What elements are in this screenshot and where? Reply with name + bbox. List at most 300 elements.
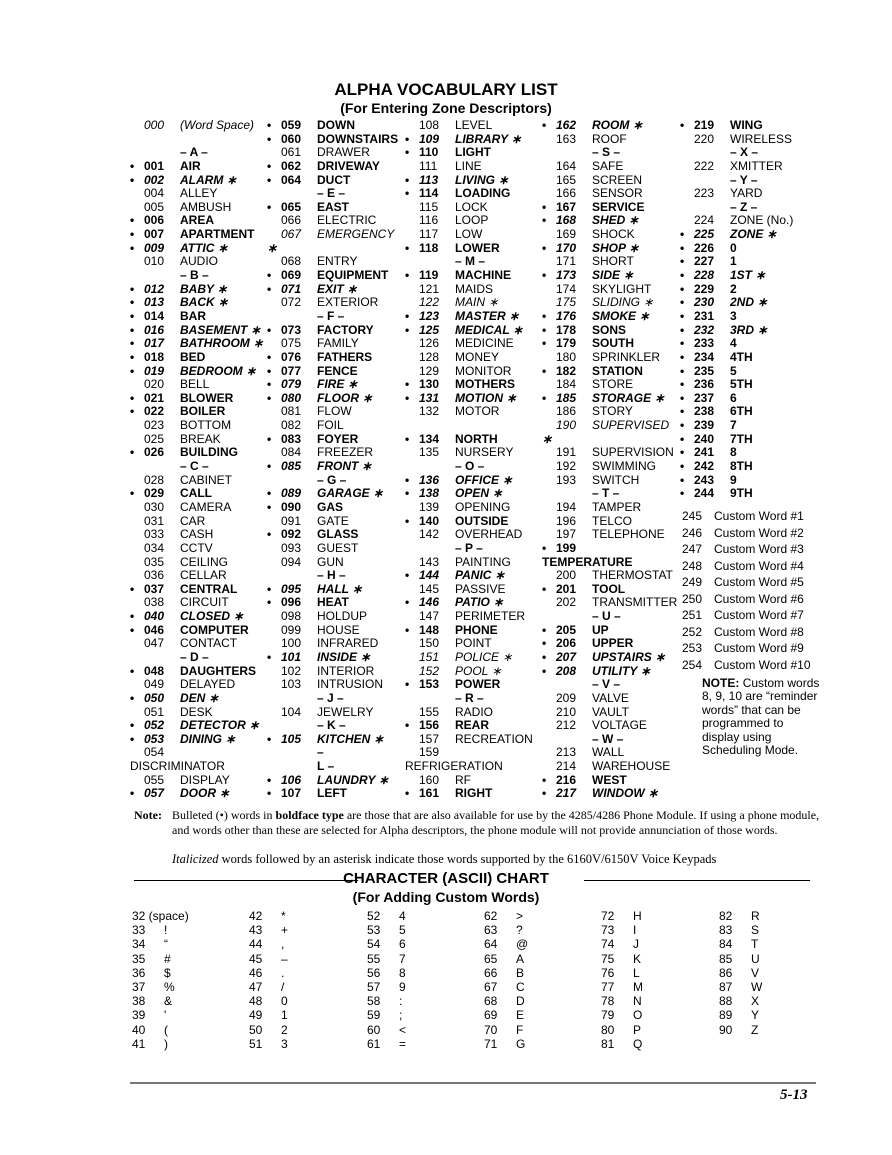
vocab-code: 131 <box>419 390 440 405</box>
vocab-word: FLOW <box>317 404 352 419</box>
vocab-code: 205 <box>556 622 577 637</box>
vocab-word: SLIDING ∗ <box>592 295 654 310</box>
vocab-code: 051 <box>144 704 165 719</box>
ascii-char: 2 <box>281 1022 288 1037</box>
bullet: • <box>542 772 547 787</box>
vocab-code: 019 <box>144 363 165 378</box>
bullet: • <box>267 390 272 405</box>
bullet: • <box>130 322 135 337</box>
bullet: • <box>267 731 272 746</box>
vocab-word: GUEST <box>317 540 359 555</box>
bullet: • <box>267 172 272 187</box>
vocab-word: DOWNSTAIRS <box>317 131 399 146</box>
vocab-word: BAR <box>180 308 206 323</box>
vocab-code: 048 <box>144 663 165 678</box>
bullet: • <box>405 513 410 528</box>
vocab-code: 167 <box>556 199 577 214</box>
ascii-code: 74 <box>601 937 615 952</box>
vocab-code: 059 <box>281 118 302 132</box>
ascii-char: / <box>281 979 285 994</box>
vocab-word: 1 <box>730 254 737 269</box>
vocab-word: FACTORY <box>317 322 374 337</box>
letter-header: – V – <box>592 677 621 692</box>
vocab-word: SONS <box>592 322 627 337</box>
vocab-word-wrap: DISCRIMINATOR <box>130 759 225 774</box>
custom-word-code: 246 <box>682 525 703 540</box>
note-text: Bulleted (•) words in boldface type are those that are also available for use by the 4285/4286 Phone Module. If using a phone module, and words other than these are selected for Alpha descriptors, the phone module will not provide annunciation of those words. <box>172 808 820 837</box>
vocab-word: 4 <box>730 336 737 351</box>
bullet: • <box>680 281 685 296</box>
vocab-code: 159 <box>419 745 440 760</box>
ascii-code: 57 <box>367 979 381 994</box>
vocab-word: CCTV <box>180 540 213 555</box>
vocab-code: 190 <box>556 418 577 433</box>
vocab-code: 130 <box>419 377 440 392</box>
vocab-code: 228 <box>694 268 715 283</box>
vocab-code: 092 <box>281 527 302 542</box>
bullet: • <box>680 445 685 460</box>
bullet: • <box>130 609 135 624</box>
vocab-code: 085 <box>281 459 302 474</box>
ascii-code: 49 <box>249 1008 263 1023</box>
custom-word-code: 252 <box>682 624 703 639</box>
ascii-code: 54 <box>367 937 381 952</box>
vocab-code: 165 <box>556 172 577 187</box>
vocab-code: 239 <box>694 418 715 433</box>
ascii-char: 0 <box>281 994 288 1009</box>
vocab-code: 182 <box>556 363 577 378</box>
ascii-char: W <box>751 979 763 994</box>
ascii-code: 82 <box>719 909 733 923</box>
ascii-char: R <box>751 909 760 923</box>
bullet: • <box>267 459 272 474</box>
vocab-word: 1ST ∗ <box>730 268 766 283</box>
vocab-code: 080 <box>281 390 302 405</box>
letter-header: – K – <box>317 718 346 733</box>
ascii-char: , <box>281 937 285 952</box>
bullet: • <box>405 786 410 801</box>
vocab-code: 089 <box>281 486 302 501</box>
ascii-code: 83 <box>719 923 733 938</box>
vocab-word: INFRARED <box>317 636 379 651</box>
ascii-code: 67 <box>484 979 498 994</box>
ascii-code: 66 <box>484 965 498 980</box>
bullet: • <box>267 772 272 787</box>
vocab-code: 232 <box>694 322 715 337</box>
custom-word-label: Custom Word #5 <box>714 575 804 589</box>
vocab-word: SAFE <box>592 158 624 173</box>
vocab-word: HOUSE <box>317 622 360 637</box>
bullet: • <box>267 118 272 132</box>
vocab-code: 104 <box>281 704 302 719</box>
vocab-code: 082 <box>281 418 302 433</box>
vocab-code: 018 <box>144 349 165 364</box>
vocab-code: 023 <box>144 418 165 433</box>
vocab-word: AUDIO <box>180 254 219 269</box>
bullet: • <box>405 568 410 583</box>
bullet: • <box>542 322 547 337</box>
letter-header: – D – <box>180 649 209 664</box>
vocab-word: DUCT <box>317 172 351 187</box>
bullet: • <box>405 595 410 610</box>
bullet: • <box>680 390 685 405</box>
vocab-code: 194 <box>556 499 577 514</box>
bullet: • <box>680 486 685 501</box>
ascii-char: “ <box>164 937 168 952</box>
vocab-word: 7TH <box>730 431 753 446</box>
vocab-word: SHOP ∗ <box>592 240 639 255</box>
ascii-code: 77 <box>601 979 615 994</box>
vocab-word: LOWER <box>455 240 500 255</box>
bullet: • <box>130 445 135 460</box>
bullet: • <box>405 677 410 692</box>
vocab-code: 140 <box>419 513 440 528</box>
bullet: • <box>267 649 272 664</box>
vocab-word: PANIC ∗ <box>455 568 505 583</box>
ascii-char: F <box>516 1022 524 1037</box>
letter-header: – U – <box>592 609 621 624</box>
note-label: Note: <box>134 808 162 822</box>
vocab-word: HEAT <box>317 595 349 610</box>
vocab-code: 101 <box>281 649 302 664</box>
bullet: • <box>542 636 547 651</box>
ascii-char: B <box>516 965 525 980</box>
vocab-word: LAUNDRY ∗ <box>317 772 389 787</box>
vocab-code: 186 <box>556 404 577 419</box>
ascii-chart-title: CHARACTER (ASCII) CHART <box>343 870 549 887</box>
vocab-word: MEDICAL ∗ <box>455 322 523 337</box>
ascii-char: & <box>164 994 173 1009</box>
vocab-code: 094 <box>281 554 302 569</box>
vocab-word: VAULT <box>592 704 629 719</box>
bullet: • <box>542 390 547 405</box>
vocab-code: 222 <box>694 158 715 173</box>
vocab-code: 155 <box>419 704 440 719</box>
vocab-word: INTERIOR <box>317 663 375 678</box>
vocab-word: LOADING <box>455 186 511 201</box>
vocab-code: 079 <box>281 377 302 392</box>
vocab-code: 242 <box>694 459 715 474</box>
ascii-char: D <box>516 994 525 1009</box>
letter-header: – R – <box>455 690 484 705</box>
vocab-code: 197 <box>556 527 577 542</box>
vocab-word: GAS <box>317 499 344 514</box>
ascii-code: 68 <box>484 994 498 1009</box>
vocab-word: SUPERVISION <box>592 445 674 460</box>
bullet: • <box>130 295 135 310</box>
vocab-word: BATHROOM ∗ <box>180 336 264 351</box>
vocab-word: GARAGE ∗ <box>317 486 384 501</box>
vocab-code: 234 <box>694 349 715 364</box>
vocab-word: PASSIVE <box>455 581 506 596</box>
vocab-code: 162 <box>556 118 577 132</box>
vocab-code: 001 <box>144 158 165 173</box>
vocab-word: SHED ∗ <box>592 213 639 228</box>
bullet: • <box>130 336 135 351</box>
bullet: • <box>542 622 547 637</box>
vocab-word: 3 <box>730 308 737 323</box>
vocab-word: EXIT ∗ <box>317 281 358 296</box>
vocab-code: 170 <box>556 240 577 255</box>
letter-header: – Y – <box>730 172 758 187</box>
vocab-code: 115 <box>419 199 439 214</box>
vocab-code: 096 <box>281 595 302 610</box>
vocab-word: 9 <box>730 472 737 487</box>
ascii-char: T <box>751 937 759 952</box>
ascii-code: 76 <box>601 965 615 980</box>
bullet: • <box>680 240 685 255</box>
bullet: • <box>405 186 410 201</box>
vocab-code: 145 <box>419 581 440 596</box>
vocab-code: 006 <box>144 213 165 228</box>
vocab-code: 128 <box>419 349 440 364</box>
letter-header: – E – <box>317 186 346 201</box>
bullet: • <box>130 581 135 596</box>
vocab-word: 7 <box>730 418 737 433</box>
vocab-word: BOTTOM <box>180 418 232 433</box>
vocab-code: 017 <box>144 336 165 351</box>
bullet: • <box>405 268 410 283</box>
vocab-code: 191 <box>556 445 577 460</box>
bullet: • <box>267 377 272 392</box>
vocab-word-wrap: REFRIGERATION <box>405 759 503 774</box>
vocab-code: 047 <box>144 636 165 651</box>
vocab-word: SCREEN <box>592 172 643 187</box>
vocab-word: ZONE (No.) <box>730 213 794 228</box>
ascii-char: C <box>516 979 525 994</box>
vocab-word: BOILER <box>180 404 226 419</box>
ascii-code: 58 <box>367 994 381 1009</box>
vocab-code: 139 <box>419 499 440 514</box>
vocab-word: POINT <box>455 636 492 651</box>
ascii-code: 78 <box>601 994 615 1009</box>
vocab-code: 179 <box>556 336 577 351</box>
bullet: • <box>542 308 547 323</box>
bullet: • <box>680 377 685 392</box>
vocab-word: TRANSMITTER <box>592 595 678 610</box>
ascii-char: : <box>399 994 403 1009</box>
vocab-word: LOOP <box>455 213 489 228</box>
bullet: • <box>130 390 135 405</box>
ascii-char: = <box>399 1036 407 1051</box>
vocab-code: 121 <box>419 281 440 296</box>
ascii-chart-subtitle: (For Adding Custom Words) <box>352 889 540 905</box>
bullet: • <box>267 527 272 542</box>
vocab-code: 132 <box>419 404 440 419</box>
vocab-code: 174 <box>556 281 577 296</box>
bullet: • <box>405 486 410 501</box>
bullet: • <box>130 718 135 733</box>
bullet: • <box>542 336 547 351</box>
vocab-code: 053 <box>144 731 165 746</box>
vocab-code: 064 <box>281 172 302 187</box>
ascii-code: 80 <box>601 1022 615 1037</box>
vocab-word: AIR <box>180 158 201 173</box>
vocab-code: 146 <box>419 595 440 610</box>
vocab-code: 185 <box>556 390 577 405</box>
ascii-code: 41 <box>132 1036 146 1051</box>
vocab-code: 116 <box>419 213 439 228</box>
vocab-code: 012 <box>144 281 165 296</box>
vocab-word: SHOCK <box>592 227 635 242</box>
vocab-code: 237 <box>694 390 715 405</box>
bullet: • <box>680 418 685 433</box>
bullet: • <box>542 649 547 664</box>
vocab-code: 161 <box>419 786 440 801</box>
bullet: • <box>542 581 547 596</box>
vocab-word: MAIN ∗ <box>455 295 499 310</box>
vocab-word: FRONT ∗ <box>317 459 372 474</box>
custom-word-label: Custom Word #10 <box>714 657 811 672</box>
bullet: • <box>267 581 272 596</box>
vocab-word: INTRUSION <box>317 677 383 692</box>
vocab-word: LEFT <box>317 786 347 801</box>
vocab-code: 067 <box>281 227 302 242</box>
bullet: • <box>680 268 685 283</box>
vocab-word: NURSERY <box>455 445 514 460</box>
vocab-word: (Word Space) <box>180 118 255 132</box>
bullet: • <box>267 199 272 214</box>
vocab-word: BREAK <box>180 431 221 446</box>
ascii-code: 37 <box>132 979 146 994</box>
ascii-code: 39 <box>132 1008 146 1023</box>
vocab-code: 176 <box>556 308 577 323</box>
vocab-word: CLOSED ∗ <box>180 609 244 624</box>
vocab-word: LIBRARY ∗ <box>455 131 522 146</box>
vocab-word: 0 <box>730 240 737 255</box>
vocab-word: DRIVEWAY <box>317 158 380 173</box>
ascii-code: 36 <box>132 965 146 980</box>
vocab-code: 200 <box>556 568 577 583</box>
vocab-code: 212 <box>556 718 577 733</box>
vocab-word: MASTER ∗ <box>455 308 520 323</box>
bullet: • <box>405 431 410 446</box>
letter-header: – O – <box>455 459 485 474</box>
vocab-word: PERIMETER <box>455 609 526 624</box>
ascii-char: > <box>516 909 524 923</box>
vocab-word: UP <box>592 622 609 637</box>
vocab-code: 151 <box>419 649 440 664</box>
vocab-code: 022 <box>144 404 165 419</box>
vocab-code: 072 <box>281 295 302 310</box>
bullet: • <box>267 499 272 514</box>
vocab-code: 166 <box>556 186 577 201</box>
bullet: • <box>542 118 547 132</box>
vocab-code: 025 <box>144 431 165 446</box>
ascii-code: 48 <box>249 994 263 1009</box>
vocab-code: 029 <box>144 486 165 501</box>
vocab-code: 098 <box>281 609 302 624</box>
letter-header: – T – <box>592 486 620 501</box>
bullet: • <box>130 308 135 323</box>
vocab-code: 129 <box>419 363 440 378</box>
vocab-word: FOYER <box>317 431 359 446</box>
custom-word-code: 245 <box>682 509 703 523</box>
vocab-code: 030 <box>144 499 165 514</box>
ascii-char: ? <box>516 923 523 938</box>
bullet: • <box>542 199 547 214</box>
bullet: • <box>405 240 410 255</box>
vocab-code: 007 <box>144 227 165 242</box>
ascii-code: 87 <box>719 979 733 994</box>
vocab-word: VALVE <box>592 690 629 705</box>
vocab-word: SKYLIGHT <box>592 281 652 296</box>
vocab-code: 143 <box>419 554 440 569</box>
vocab-code: 208 <box>556 663 577 678</box>
vocab-code: 034 <box>144 540 165 555</box>
vocab-word: BABY ∗ <box>180 281 228 296</box>
footnote <box>134 808 834 837</box>
vocab-code: 136 <box>419 472 440 487</box>
vocab-code: 073 <box>281 322 302 337</box>
vocab-code: 113 <box>419 172 439 187</box>
ascii-char: 3 <box>281 1036 288 1051</box>
vocab-word: CONTACT <box>180 636 238 651</box>
vocab-code: 213 <box>556 745 577 760</box>
vocab-word: CIRCUIT <box>180 595 229 610</box>
vocab-word: SOUTH <box>592 336 634 351</box>
ascii-char: ; <box>399 1008 403 1023</box>
ascii-code: 64 <box>484 937 498 952</box>
vocab-code: 083 <box>281 431 302 446</box>
vocab-word: SERVICE <box>592 199 645 214</box>
ascii-char: N <box>633 994 642 1009</box>
letter-header: L – <box>317 759 335 774</box>
vocab-code: 138 <box>419 486 440 501</box>
vocab-code: 147 <box>419 609 440 624</box>
ascii-char: # <box>164 951 171 966</box>
vocab-code: 184 <box>556 377 577 392</box>
bullet: • <box>680 295 685 310</box>
vocab-code: 077 <box>281 363 302 378</box>
custom-word-code: 251 <box>682 608 703 622</box>
bullet: • <box>405 172 410 187</box>
vocab-word: BELL <box>180 377 210 392</box>
ascii-char: G <box>516 1036 526 1051</box>
vocab-word: 4TH <box>730 349 753 364</box>
vocab-code: 226 <box>694 240 715 255</box>
ascii-code: 59 <box>367 1008 381 1023</box>
custom-words-note <box>702 677 820 757</box>
letter-header: – Z – <box>730 199 758 214</box>
bullet: • <box>680 459 685 474</box>
vocab-code: 102 <box>281 663 302 678</box>
vocab-code: 206 <box>556 636 577 651</box>
vocab-code: 117 <box>419 227 439 242</box>
vocab-word: VOLTAGE <box>592 718 647 733</box>
vocab-word: MOTHERS <box>455 377 515 392</box>
vocab-word: 5TH <box>730 377 753 392</box>
vocab-word: DISPLAY <box>180 772 230 787</box>
vocab-word: DOWN <box>317 118 355 132</box>
vocab-code: 171 <box>556 254 577 269</box>
custom-word-label: Custom Word #2 <box>714 525 804 540</box>
page-title: ALPHA VOCABULARY LIST <box>334 80 558 99</box>
vocab-code: 209 <box>556 690 577 705</box>
vocab-word: JEWELRY <box>317 704 374 719</box>
vocab-code: 114 <box>419 186 439 201</box>
custom-note-label: NOTE: <box>702 676 740 690</box>
ascii-char: I <box>633 923 637 938</box>
vocab-word: ZONE ∗ <box>730 227 777 242</box>
vocab-code: 095 <box>281 581 302 596</box>
vocab-word: PATIO ∗ <box>455 595 504 610</box>
vocab-word: ROOF <box>592 131 627 146</box>
vocab-word: KITCHEN ∗ <box>317 731 384 746</box>
vocab-word: THERMOSTAT <box>592 568 673 583</box>
ascii-char: . <box>281 965 285 980</box>
ascii-char: ! <box>164 923 168 938</box>
